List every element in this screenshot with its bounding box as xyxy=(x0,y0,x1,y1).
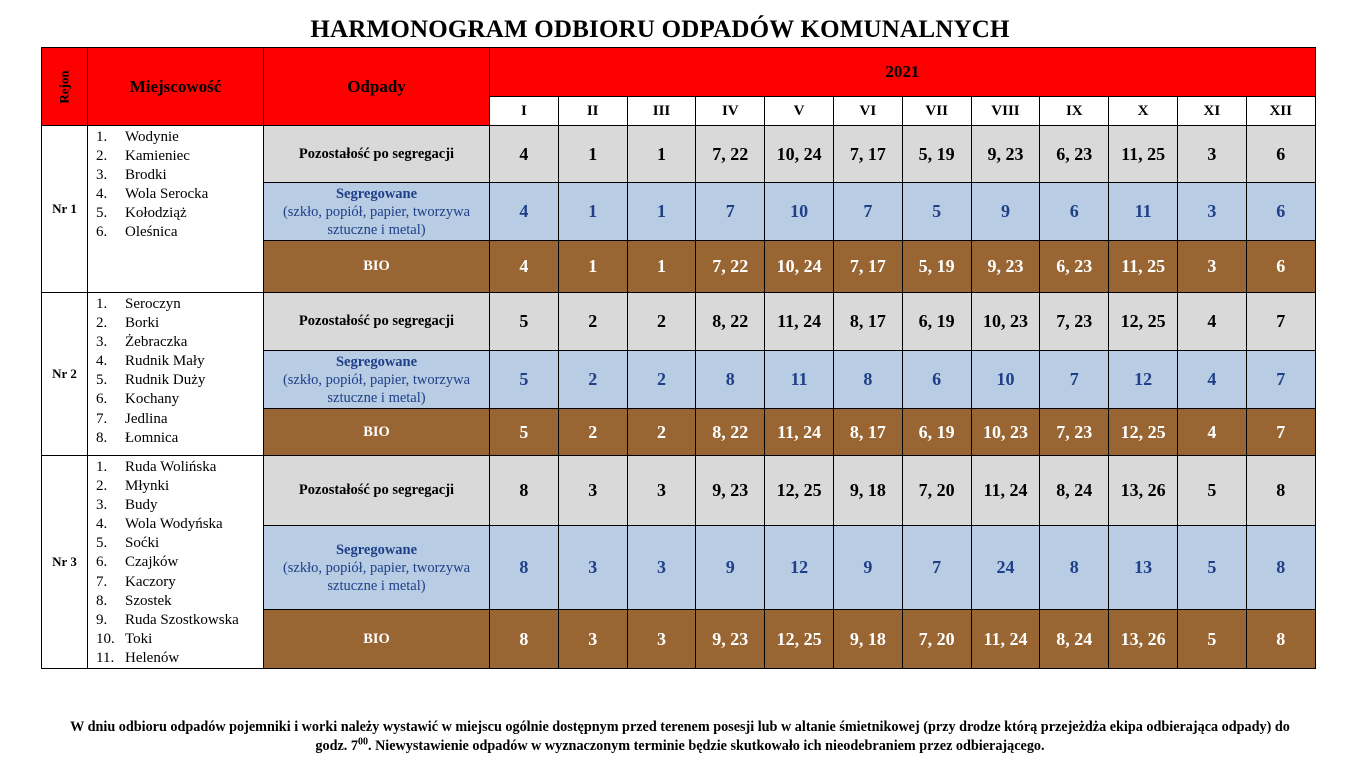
pickup-date: 9 xyxy=(696,526,765,610)
pickup-date: 8 xyxy=(1246,456,1315,526)
pickup-date: 3 xyxy=(627,610,696,669)
town-name: Ruda Wolińska xyxy=(125,459,217,475)
pickup-date: 4 xyxy=(1177,409,1246,456)
list-item xyxy=(96,630,263,649)
pickup-date: 1 xyxy=(627,126,696,183)
list-item xyxy=(96,371,263,390)
town-name: Rudnik Duży xyxy=(125,372,206,389)
town-number: 1. xyxy=(96,129,108,145)
waste-type-segregated-main: Segregowane xyxy=(335,541,418,558)
pickup-date: 8, 22 xyxy=(696,409,765,456)
list-item xyxy=(96,573,263,592)
pickup-date: 8, 24 xyxy=(1040,610,1109,669)
waste-type-bio: BIO xyxy=(264,409,490,456)
month-header: III xyxy=(627,97,696,126)
town-name: Jedlina xyxy=(125,410,168,427)
pickup-date: 5 xyxy=(490,293,559,351)
town-number: 7. xyxy=(96,573,108,590)
footer-text-after: . Niewystawienie odpadów w wyznaczonym terminie będzie skutkowało ich nieodebraniem przez odbierającego. xyxy=(367,738,1045,754)
month-header: VII xyxy=(902,97,971,126)
pickup-date: 9, 18 xyxy=(833,456,902,526)
list-item xyxy=(96,333,263,352)
pickup-date: 5 xyxy=(1177,526,1246,610)
month-header: IX xyxy=(1040,97,1109,126)
town-name: Helenów xyxy=(125,649,180,666)
pickup-date: 12, 25 xyxy=(1109,293,1178,351)
pickup-date: 1 xyxy=(627,183,696,241)
list-item xyxy=(96,128,263,147)
waste-type-residual: Pozostałość po segregacji xyxy=(264,456,490,526)
pickup-date: 7, 17 xyxy=(833,241,902,293)
pickup-date: 11 xyxy=(765,351,834,409)
waste-type-segregated xyxy=(264,183,490,241)
town-number: 4. xyxy=(96,516,108,533)
footer-note xyxy=(60,718,1300,756)
pickup-date: 4 xyxy=(1177,351,1246,409)
town-number: 3. xyxy=(96,497,108,514)
region-name: Nr 2 xyxy=(42,293,88,456)
waste-type-segregated xyxy=(264,526,490,610)
town-number: 10. xyxy=(96,630,115,647)
header-year: 2021 xyxy=(490,48,1316,97)
list-item xyxy=(96,314,263,333)
list-item xyxy=(96,534,263,553)
town-name: Oleśnica xyxy=(125,224,178,241)
region-name: Nr 1 xyxy=(42,126,88,293)
pickup-date: 11, 24 xyxy=(765,293,834,351)
town-number: 3. xyxy=(96,167,108,184)
waste-type-bio: BIO xyxy=(264,610,490,669)
table-row xyxy=(42,456,1316,526)
town-number: 11. xyxy=(96,649,115,666)
list-item xyxy=(96,204,263,223)
waste-type-segregated-main: Segregowane xyxy=(335,185,418,202)
pickup-date: 8, 17 xyxy=(833,409,902,456)
town-name: Soćki xyxy=(125,535,160,552)
pickup-date: 5 xyxy=(1177,610,1246,669)
list-item xyxy=(96,295,263,314)
town-number: 5. xyxy=(96,372,108,389)
town-number: 5. xyxy=(96,535,108,552)
pickup-date: 1 xyxy=(558,241,627,293)
town-list-items xyxy=(88,456,263,668)
header-odpady: Odpady xyxy=(264,48,490,126)
town-number: 9. xyxy=(96,611,108,628)
town-name: Młynki xyxy=(125,478,170,495)
town-name: Ruda Szostkowska xyxy=(125,611,239,628)
town-number: 4. xyxy=(96,353,108,370)
pickup-date: 7, 22 xyxy=(696,126,765,183)
pickup-date: 9, 23 xyxy=(971,241,1040,293)
pickup-date: 7, 23 xyxy=(1040,409,1109,456)
list-item xyxy=(96,390,263,409)
pickup-date: 1 xyxy=(558,183,627,241)
town-name: Kołodziąż xyxy=(125,205,187,222)
pickup-date: 11, 25 xyxy=(1109,126,1178,183)
town-name: Kamieniec xyxy=(125,148,190,165)
pickup-date: 9, 23 xyxy=(696,456,765,526)
pickup-date: 8 xyxy=(833,351,902,409)
month-header: IV xyxy=(696,97,765,126)
pickup-date: 11 xyxy=(1109,183,1178,241)
town-name: Czajków xyxy=(125,554,179,571)
header-rejon xyxy=(42,48,88,126)
town-number: 5. xyxy=(96,205,108,222)
list-item xyxy=(96,515,263,534)
list-item xyxy=(96,352,263,371)
pickup-date: 8, 17 xyxy=(833,293,902,351)
list-item xyxy=(96,553,263,572)
waste-type-residual: Pozostałość po segregacji xyxy=(264,126,490,183)
pickup-date: 2 xyxy=(558,293,627,351)
month-header: VI xyxy=(833,97,902,126)
pickup-date: 10, 23 xyxy=(971,409,1040,456)
town-list xyxy=(88,456,264,669)
pickup-date: 7 xyxy=(833,183,902,241)
pickup-date: 5, 19 xyxy=(902,241,971,293)
waste-type-segregated xyxy=(264,351,490,409)
pickup-date: 24 xyxy=(971,526,1040,610)
header-miejscowosc: Miejscowość xyxy=(88,48,264,126)
town-number: 4. xyxy=(96,186,108,203)
town-name: Żebraczka xyxy=(125,334,188,351)
town-number: 3. xyxy=(96,334,108,351)
pickup-date: 6 xyxy=(1246,183,1315,241)
pickup-date: 8 xyxy=(490,610,559,669)
pickup-date: 10, 24 xyxy=(765,241,834,293)
pickup-date: 4 xyxy=(490,183,559,241)
town-name: Toki xyxy=(125,630,153,647)
town-name: Budy xyxy=(125,497,158,514)
pickup-date: 1 xyxy=(558,126,627,183)
pickup-date: 3 xyxy=(1177,183,1246,241)
pickup-date: 12, 25 xyxy=(765,456,834,526)
list-item xyxy=(96,429,263,448)
pickup-date: 12 xyxy=(1109,351,1178,409)
pickup-date: 2 xyxy=(627,293,696,351)
town-name: Wola Wodyńska xyxy=(125,516,223,533)
footer-time-superscript: 00 xyxy=(357,736,368,748)
pickup-date: 12 xyxy=(765,526,834,610)
pickup-date: 3 xyxy=(558,526,627,610)
list-item xyxy=(96,496,263,515)
pickup-date: 9, 23 xyxy=(971,126,1040,183)
pickup-date: 11, 25 xyxy=(1109,241,1178,293)
list-item xyxy=(96,166,263,185)
pickup-date: 6 xyxy=(1246,126,1315,183)
pickup-date: 7 xyxy=(1246,293,1315,351)
pickup-date: 5 xyxy=(1177,456,1246,526)
pickup-date: 6, 23 xyxy=(1040,241,1109,293)
pickup-date: 9 xyxy=(971,183,1040,241)
pickup-date: 5, 19 xyxy=(902,126,971,183)
pickup-date: 8 xyxy=(1040,526,1109,610)
town-name: Szostek xyxy=(125,592,172,609)
pickup-date: 7 xyxy=(1040,351,1109,409)
list-item xyxy=(96,611,263,630)
pickup-date: 12, 25 xyxy=(765,610,834,669)
pickup-date: 7, 17 xyxy=(833,126,902,183)
pickup-date: 2 xyxy=(558,351,627,409)
pickup-date: 9 xyxy=(833,526,902,610)
pickup-date: 3 xyxy=(1177,126,1246,183)
waste-type-segregated-detail: (szkło, popiół, papier, tworzywa sztuczne i metal) xyxy=(282,371,471,406)
pickup-date: 9, 18 xyxy=(833,610,902,669)
list-item xyxy=(96,223,263,242)
town-number: 8. xyxy=(96,592,108,609)
table-row xyxy=(42,126,1316,183)
pickup-date: 6, 19 xyxy=(902,409,971,456)
month-header: XII xyxy=(1246,97,1315,126)
town-number: 7. xyxy=(96,410,108,427)
pickup-date: 2 xyxy=(558,409,627,456)
pickup-date: 8 xyxy=(490,456,559,526)
town-number: 1. xyxy=(96,296,108,312)
month-header: V xyxy=(765,97,834,126)
pickup-date: 10, 24 xyxy=(765,126,834,183)
pickup-date: 3 xyxy=(627,456,696,526)
town-name: Rudnik Mały xyxy=(125,353,205,370)
town-list xyxy=(88,293,264,456)
pickup-date: 11, 24 xyxy=(765,409,834,456)
pickup-date: 10 xyxy=(971,351,1040,409)
town-number: 1. xyxy=(96,459,108,475)
pickup-date: 8, 22 xyxy=(696,293,765,351)
town-name: Wodynie xyxy=(125,129,179,145)
town-number: 6. xyxy=(96,554,108,571)
pickup-date: 3 xyxy=(1177,241,1246,293)
list-item xyxy=(96,477,263,496)
pickup-date: 9, 23 xyxy=(696,610,765,669)
pickup-date: 4 xyxy=(1177,293,1246,351)
month-header: I xyxy=(490,97,559,126)
pickup-date: 7, 23 xyxy=(1040,293,1109,351)
waste-type-segregated-detail: (szkło, popiół, papier, tworzywa sztuczne i metal) xyxy=(282,203,471,238)
town-number: 2. xyxy=(96,478,108,495)
pickup-date: 13, 26 xyxy=(1109,456,1178,526)
town-name: Łomnica xyxy=(125,429,179,446)
month-header: X xyxy=(1109,97,1178,126)
header-rejon-label: Rejon xyxy=(56,69,72,104)
town-name: Kaczory xyxy=(125,573,176,590)
pickup-date: 6 xyxy=(902,351,971,409)
pickup-date: 2 xyxy=(627,351,696,409)
town-name: Borki xyxy=(125,315,160,332)
pickup-date: 5 xyxy=(490,409,559,456)
town-number: 2. xyxy=(96,148,108,165)
town-list xyxy=(88,126,264,293)
pickup-date: 6 xyxy=(1246,241,1315,293)
pickup-date: 3 xyxy=(558,456,627,526)
pickup-date: 6, 23 xyxy=(1040,126,1109,183)
pickup-date: 4 xyxy=(490,241,559,293)
pickup-date: 7, 20 xyxy=(902,610,971,669)
list-item xyxy=(96,185,263,204)
pickup-date: 8 xyxy=(1246,526,1315,610)
pickup-date: 6 xyxy=(1040,183,1109,241)
town-list-items xyxy=(88,126,263,243)
pickup-date: 3 xyxy=(558,610,627,669)
pickup-date: 8 xyxy=(1246,610,1315,669)
region-name: Nr 3 xyxy=(42,456,88,669)
pickup-date: 5 xyxy=(490,351,559,409)
pickup-date: 10 xyxy=(765,183,834,241)
town-number: 6. xyxy=(96,391,108,408)
pickup-date: 8, 24 xyxy=(1040,456,1109,526)
table-row xyxy=(42,293,1316,351)
pickup-date: 3 xyxy=(627,526,696,610)
pickup-date: 4 xyxy=(490,126,559,183)
town-number: 2. xyxy=(96,315,108,332)
month-header: XI xyxy=(1177,97,1246,126)
pickup-date: 10, 23 xyxy=(971,293,1040,351)
list-item xyxy=(96,649,263,668)
month-header: II xyxy=(558,97,627,126)
list-item xyxy=(96,410,263,429)
pickup-date: 7, 22 xyxy=(696,241,765,293)
town-name: Brodki xyxy=(125,167,167,184)
waste-type-residual: Pozostałość po segregacji xyxy=(264,293,490,351)
town-name: Wola Serocka xyxy=(125,186,209,203)
town-list-items xyxy=(88,293,263,448)
pickup-date: 7 xyxy=(902,526,971,610)
pickup-date: 2 xyxy=(627,409,696,456)
pickup-date: 8 xyxy=(696,351,765,409)
month-header: VIII xyxy=(971,97,1040,126)
footer-text-before: W dniu odbioru odpadów pojemniki i worki należy wystawić w miejscu ogólnie dostępnym przed terenem posesji lub w altanie śmietnikowej (przy drodze którą przejeżdża ekipa odbierająca odpady) do godz. 7 xyxy=(70,719,1290,754)
schedule-table xyxy=(41,47,1316,669)
pickup-date: 13, 26 xyxy=(1109,610,1178,669)
town-name: Kochany xyxy=(125,391,180,408)
pickup-date: 12, 25 xyxy=(1109,409,1178,456)
pickup-date: 7 xyxy=(1246,409,1315,456)
pickup-date: 5 xyxy=(902,183,971,241)
pickup-date: 7, 20 xyxy=(902,456,971,526)
list-item xyxy=(96,147,263,166)
page-title: HARMONOGRAM ODBIORU ODPADÓW KOMUNALNYCH xyxy=(310,16,1010,43)
pickup-date: 1 xyxy=(627,241,696,293)
list-item xyxy=(96,592,263,611)
pickup-date: 7 xyxy=(1246,351,1315,409)
waste-type-bio: BIO xyxy=(264,241,490,293)
town-number: 6. xyxy=(96,224,108,241)
pickup-date: 13 xyxy=(1109,526,1178,610)
pickup-date: 11, 24 xyxy=(971,456,1040,526)
town-number: 8. xyxy=(96,429,108,446)
waste-type-segregated-main: Segregowane xyxy=(335,353,418,370)
town-name: Seroczyn xyxy=(125,296,181,312)
pickup-date: 11, 24 xyxy=(971,610,1040,669)
pickup-date: 6, 19 xyxy=(902,293,971,351)
list-item xyxy=(96,458,263,477)
waste-type-segregated-detail: (szkło, popiół, papier, tworzywa sztuczne i metal) xyxy=(282,559,471,594)
pickup-date: 7 xyxy=(696,183,765,241)
pickup-date: 8 xyxy=(490,526,559,610)
